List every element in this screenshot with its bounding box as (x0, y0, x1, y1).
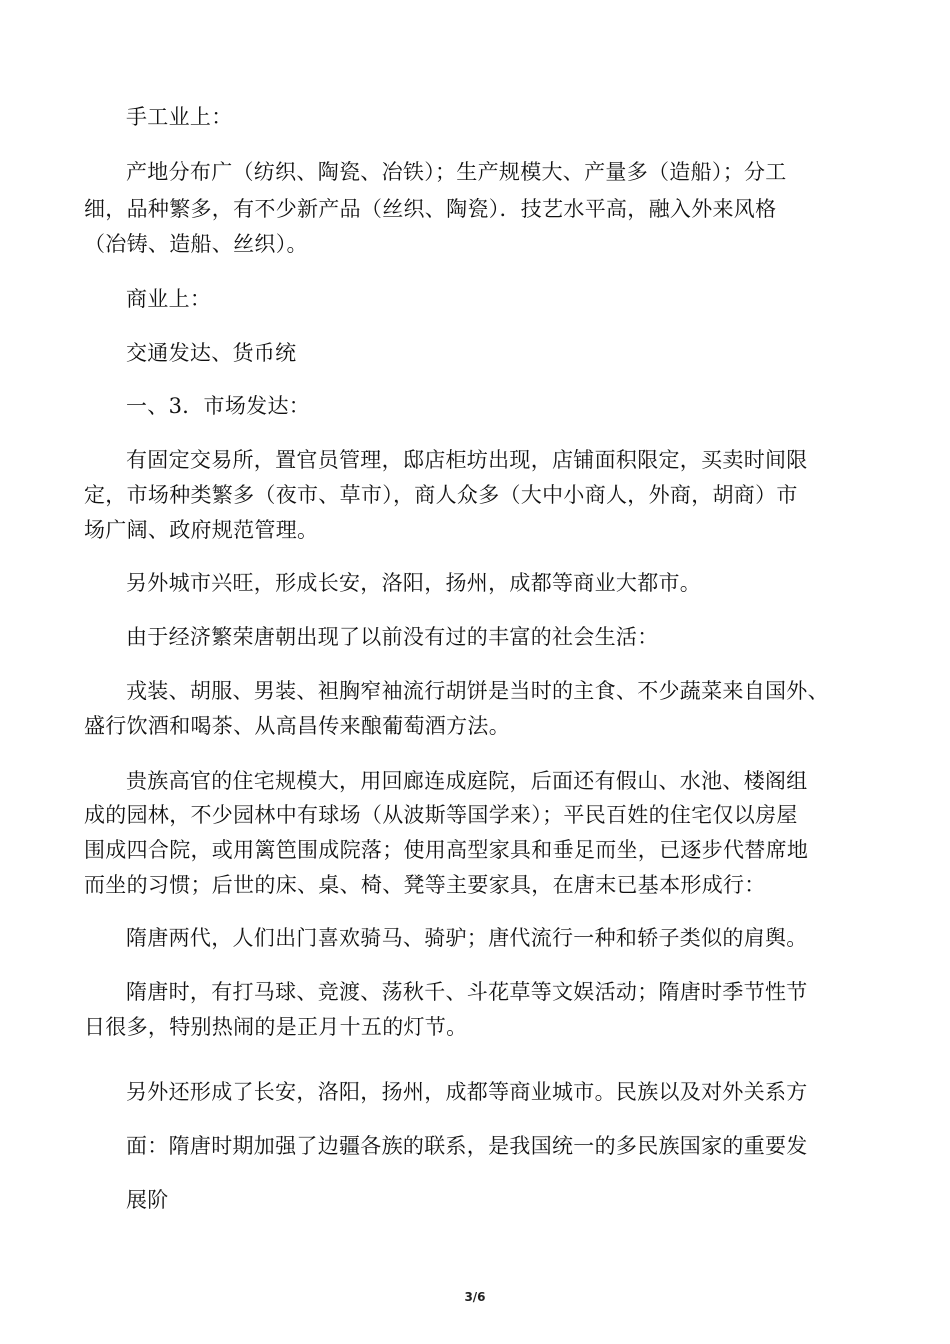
text-line: 交通发达、货币统 (126, 341, 297, 365)
text-line: 由于经济繁荣唐朝出现了以前没有过的丰富的社会生活： (126, 625, 659, 649)
text-line: 细，品种繁多，有不少新产品（丝织、陶瓷）．技艺水平高，融入外来风格 (84, 197, 777, 221)
text-line: （冶铸、造船、丝织）。 (84, 232, 308, 256)
text-line: 有固定交易所，置官员管理，邸店柜坊出现，店铺面积限定，买卖时间限 (126, 448, 808, 472)
text-line: 而坐的习惯；后世的床、桌、椅、凳等主要家具，在唐末已基本形成行： (84, 873, 766, 897)
page-number: 3/6 (464, 1290, 486, 1304)
text-line: 商业上： (126, 287, 212, 311)
text-line: 戎装、胡服、男装、袒胸窄袖流行胡饼是当时的主食、不少蔬菜来自国外、 (126, 679, 829, 703)
text-line: 成的园林，不少园林中有球场（从波斯等国学来）；平民百姓的住宅仅以房屋 (84, 803, 798, 827)
text-line: 另外还形成了长安，洛阳，扬州，成都等商业城市。民族以及对外关系方 (126, 1080, 808, 1104)
text-line: 日很多，特别热闹的是正月十五的灯节。 (84, 1015, 468, 1039)
text-line: 一、3．市场发达： (126, 394, 311, 418)
text-line: 隋唐时，有打马球、竞渡、荡秋千、斗花草等文娱活动；隋唐时季节性节 (126, 980, 808, 1004)
text-line: 隋唐两代，人们出门喜欢骑马、骑驴；唐代流行一种和轿子类似的肩舆。 (126, 926, 808, 950)
text-line: 展阶 (126, 1188, 169, 1212)
text-line: 另外城市兴旺，形成长安，洛阳，扬州，成都等商业大都市。 (126, 571, 702, 595)
text-line: 贵族高官的住宅规模大，用回廊连成庭院，后面还有假山、水池、楼阁组 (126, 769, 808, 793)
text-line: 产地分布广（纺织、陶瓷、冶铁）；生产规模大、产量多（造船）；分工 (126, 160, 787, 184)
text-line: 面：隋唐时期加强了边疆各族的联系，是我国统一的多民族国家的重要发 (126, 1134, 808, 1158)
text-line: 围成四合院，或用篱笆围成院落；使用高型家具和垂足而坐，已逐步代替席地 (84, 838, 809, 862)
text-line: 盛行饮酒和喝茶、从高昌传来酿葡萄酒方法。 (84, 714, 510, 738)
text-line: 场广阔、政府规范管理。 (84, 518, 319, 542)
text-line: 定，市场种类繁多（夜市、草市），商人众多（大中小商人，外商，胡商）市 (84, 483, 798, 507)
text-line: 手工业上： (126, 105, 233, 129)
